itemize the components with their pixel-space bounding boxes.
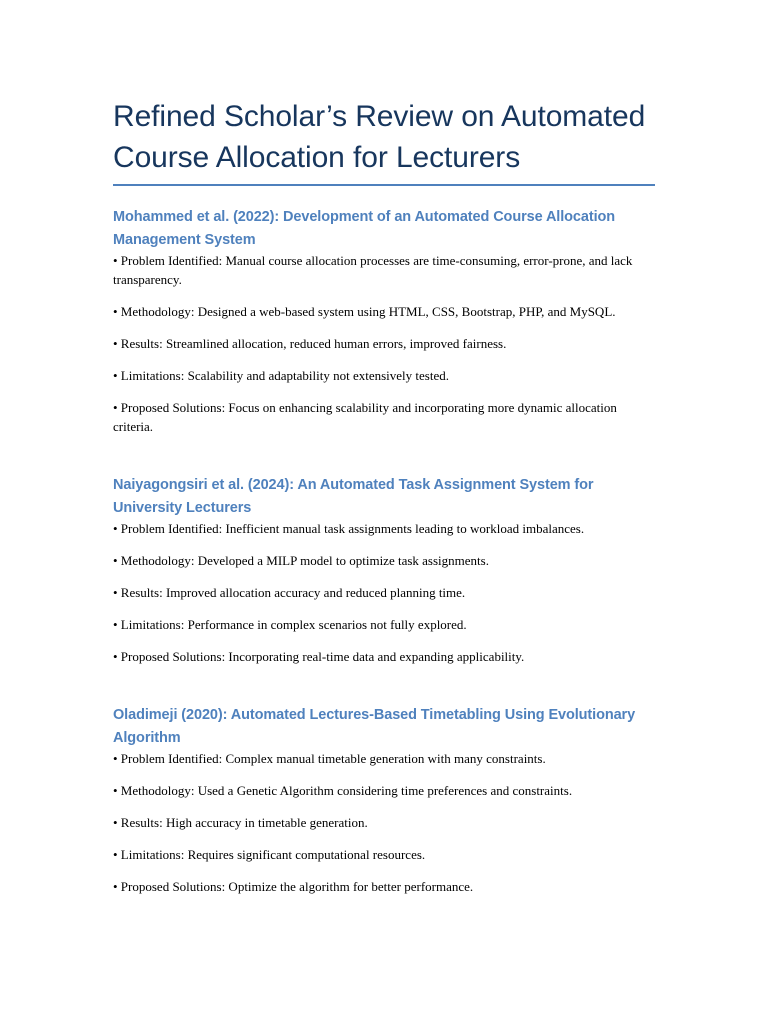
proposed-solutions-bullet: • Proposed Solutions: Optimize the algorithm for better performance. bbox=[113, 879, 474, 894]
document-title: Refined Scholar’s Review on Automated Course Allocation for Lecturers bbox=[113, 100, 646, 174]
problem-bullet: • Problem Identified: Complex manual timetable generation with many constraints. bbox=[113, 751, 546, 766]
review-section-naiyagongsiri bbox=[113, 474, 658, 666]
proposed-solutions-bullet: • Proposed Solutions: Incorporating real-time data and expanding applicability. bbox=[113, 649, 525, 664]
document-page bbox=[113, 96, 658, 896]
methodology-bullet: • Methodology: Designed a web-based system using HTML, CSS, Bootstrap, PHP, and MySQL. bbox=[113, 304, 616, 319]
review-section-mohammed bbox=[113, 206, 658, 436]
section-heading: Oladimeji (2020): Automated Lectures-Based Timetabling Using Evolutionary Algorithm bbox=[113, 707, 636, 746]
proposed-solutions-bullet: • Proposed Solutions: Focus on enhancing scalability and incorporating more dynamic allocation criteria. bbox=[113, 400, 617, 434]
methodology-bullet: • Methodology: Developed a MILP model to optimize task assignments. bbox=[113, 553, 489, 568]
section-heading: Mohammed et al. (2022): Development of an Automated Course Allocation Management System bbox=[113, 209, 616, 248]
title-underline bbox=[113, 184, 655, 186]
problem-bullet: • Problem Identified: Inefficient manual task assignments leading to workload imbalances. bbox=[113, 521, 585, 536]
results-bullet: • Results: Improved allocation accuracy and reduced planning time. bbox=[113, 585, 466, 600]
methodology-bullet: • Methodology: Used a Genetic Algorithm considering time preferences and constraints. bbox=[113, 783, 573, 798]
problem-bullet: • Problem Identified: Manual course allocation processes are time-consuming, error-prone, and lack transparency. bbox=[113, 253, 633, 287]
limitations-bullet: • Limitations: Scalability and adaptability not extensively tested. bbox=[113, 368, 449, 383]
limitations-bullet: • Limitations: Requires significant computational resources. bbox=[113, 847, 426, 862]
results-bullet: • Results: High accuracy in timetable generation. bbox=[113, 815, 368, 830]
review-section-oladimeji bbox=[113, 704, 658, 896]
section-heading: Naiyagongsiri et al. (2024): An Automated Task Assignment System for University Lecturers bbox=[113, 477, 594, 516]
limitations-bullet: • Limitations: Performance in complex scenarios not fully explored. bbox=[113, 617, 467, 632]
results-bullet: • Results: Streamlined allocation, reduced human errors, improved fairness. bbox=[113, 336, 507, 351]
